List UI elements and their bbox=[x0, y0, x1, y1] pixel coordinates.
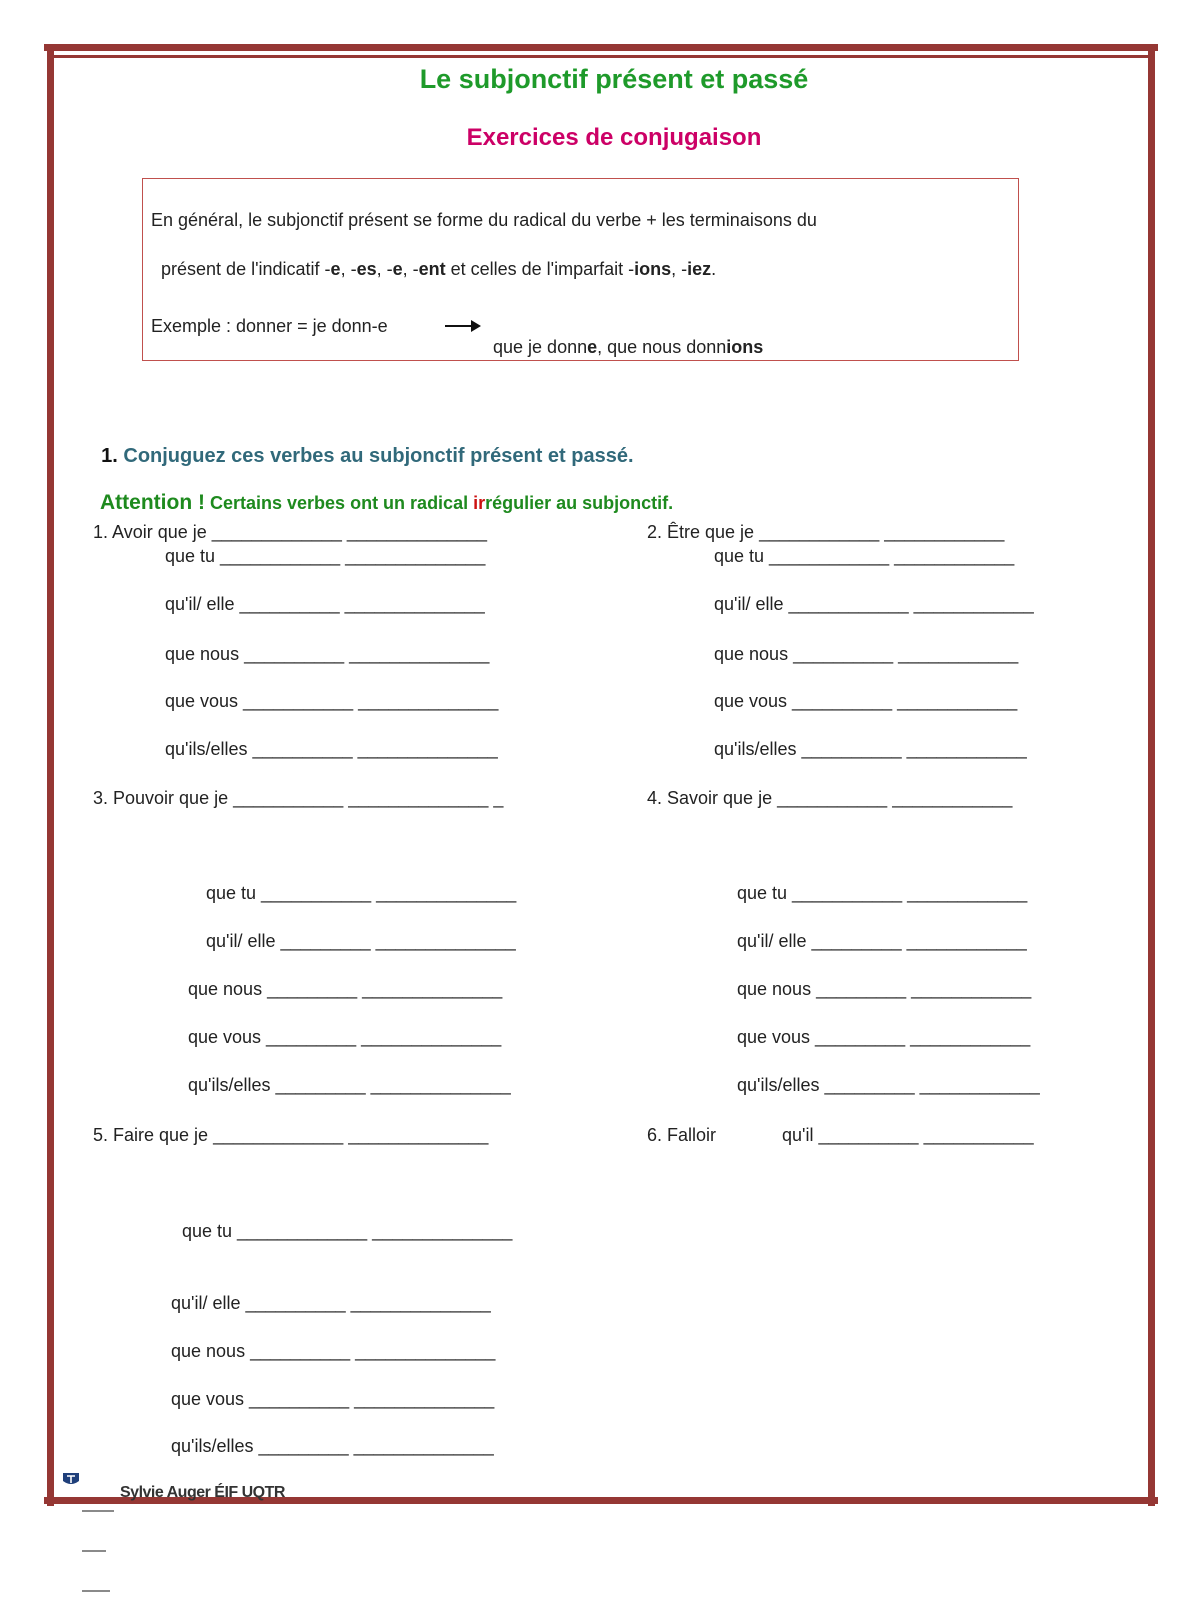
verb5-vous: que vous __________ ______________ bbox=[171, 1389, 495, 1409]
page-title: Le subjonctif présent et passé bbox=[419, 64, 809, 94]
verb6-il: qu'il __________ ___________ bbox=[782, 1125, 1034, 1145]
rule-line-1: En général, le subjonctif présent se forme du radical du verbe + les terminaisons du bbox=[151, 210, 817, 230]
arrow-right-icon bbox=[445, 325, 479, 327]
verb6-label: 6. Falloir bbox=[647, 1125, 717, 1145]
verb3-il: qu'il/ elle _________ ______________ bbox=[206, 931, 516, 951]
frame-top bbox=[44, 44, 1158, 51]
verb1-il: qu'il/ elle __________ ______________ bbox=[165, 594, 485, 614]
verb1-ils: qu'ils/elles __________ ______________ bbox=[165, 739, 498, 759]
verb5-ils: qu'ils/elles _________ ______________ bbox=[171, 1436, 494, 1456]
verb4-il: qu'il/ elle _________ ____________ bbox=[737, 931, 1027, 951]
verb1-vous: que vous ___________ ______________ bbox=[165, 691, 499, 711]
frame-top-inner bbox=[50, 55, 1152, 58]
footer-author: Sylvie Auger ÉIF UQTR bbox=[120, 1484, 285, 1501]
page-subtitle: Exercices de conjugaison bbox=[466, 124, 762, 151]
exercise-attention: Attention ! Certains verbes ont un radical irrégulier au subjonctif. bbox=[100, 491, 674, 514]
logo-caption bbox=[82, 1474, 114, 1610]
frame-left bbox=[47, 44, 54, 1506]
verb5-il: qu'il/ elle __________ ______________ bbox=[171, 1293, 491, 1313]
verb2-nous: que nous __________ ____________ bbox=[714, 644, 1019, 664]
verb3-tu: que tu ___________ ______________ bbox=[206, 883, 517, 903]
verb3-nous: que nous _________ ______________ bbox=[188, 979, 503, 999]
verb3-je: 3. Pouvoir que je ___________ ______________ _ bbox=[93, 788, 504, 808]
verb4-je: 4. Savoir que je ___________ ____________ bbox=[647, 788, 1013, 808]
verb5-nous: que nous __________ ______________ bbox=[171, 1341, 496, 1361]
verb1-tu: que tu ____________ ______________ bbox=[165, 546, 486, 566]
verb2-ils: qu'ils/elles __________ ____________ bbox=[714, 739, 1027, 759]
verb5-je: 5. Faire que je _____________ ______________ bbox=[93, 1125, 489, 1145]
school-logo-icon bbox=[62, 1472, 80, 1486]
rule-line-2: présent de l'indicatif -e, -es, -e, -ent et celles de l'imparfait -ions, -iez. bbox=[161, 259, 717, 279]
verb3-ils: qu'ils/elles _________ ______________ bbox=[188, 1075, 511, 1095]
verb2-il: qu'il/ elle ____________ ____________ bbox=[714, 594, 1034, 614]
rule-example-result: que je donne, que nous donnions bbox=[493, 337, 764, 357]
verb4-tu: que tu ___________ ____________ bbox=[737, 883, 1028, 903]
verb1-je: 1. Avoir que je _____________ ______________ bbox=[93, 522, 488, 542]
verb5-tu: que tu _____________ ______________ bbox=[182, 1221, 513, 1241]
verb2-je: 2. Être que je ____________ ____________ bbox=[647, 522, 1005, 542]
verb2-tu: que tu ____________ ____________ bbox=[714, 546, 1015, 566]
verb4-nous: que nous _________ ____________ bbox=[737, 979, 1032, 999]
rule-example: Exemple : donner = je donn-e bbox=[151, 316, 388, 336]
verb4-vous: que vous _________ ____________ bbox=[737, 1027, 1031, 1047]
frame-right bbox=[1148, 44, 1155, 1506]
exercise-instruction: 1. Conjuguez ces verbes au subjonctif présent et passé. bbox=[101, 445, 634, 467]
verb3-vous: que vous _________ ______________ bbox=[188, 1027, 502, 1047]
verb2-vous: que vous __________ ____________ bbox=[714, 691, 1018, 711]
verb4-ils: qu'ils/elles _________ ____________ bbox=[737, 1075, 1040, 1095]
verb1-nous: que nous __________ ______________ bbox=[165, 644, 490, 664]
